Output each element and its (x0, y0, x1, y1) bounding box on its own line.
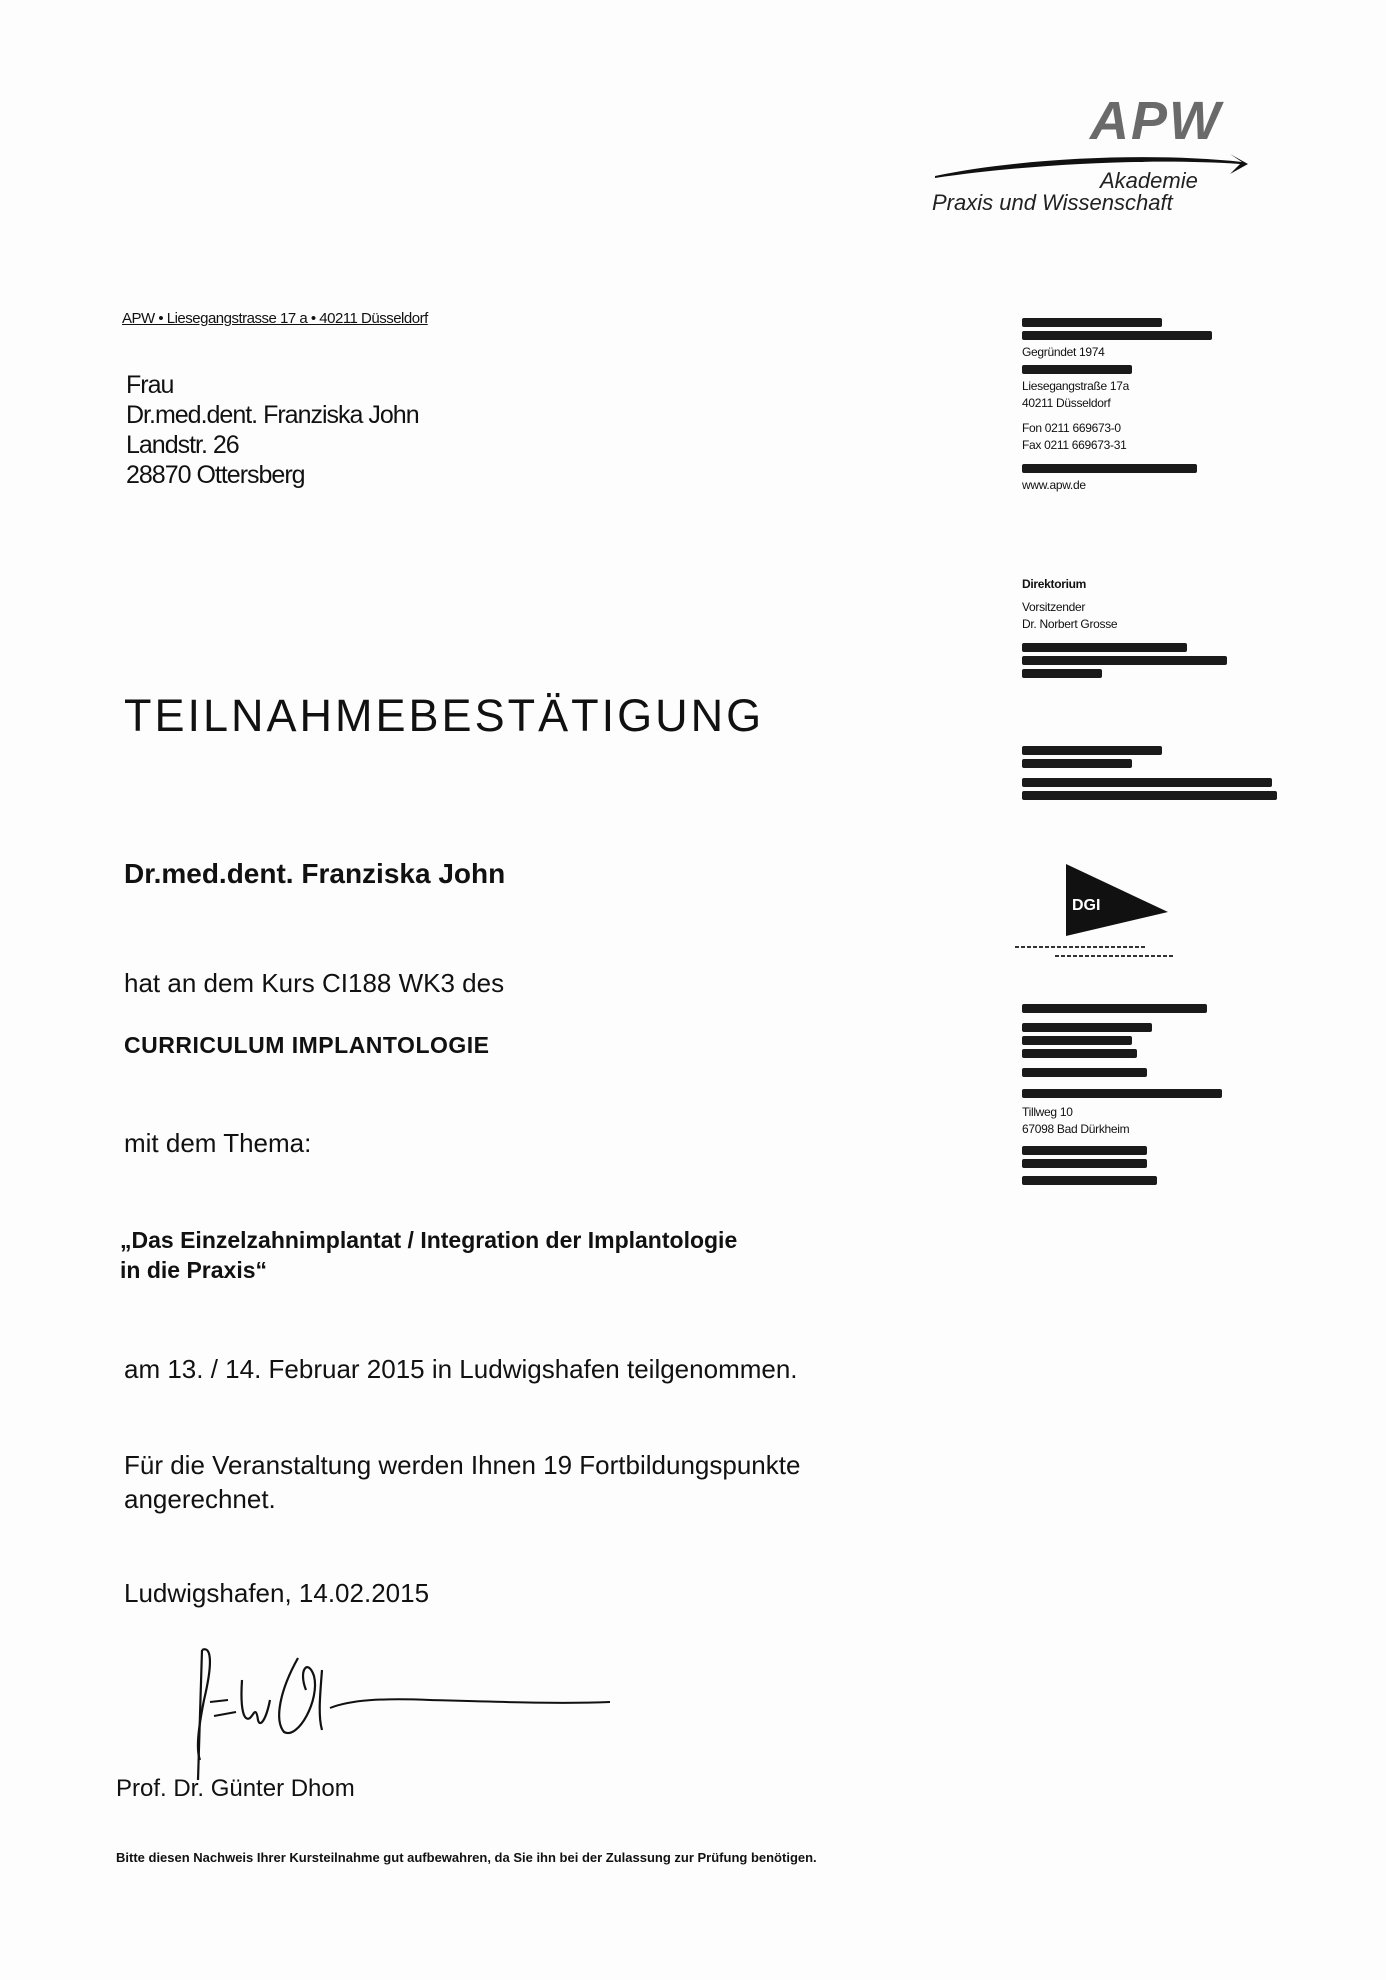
dgi-caption-decoration (1015, 942, 1215, 962)
points-statement (124, 1448, 800, 1516)
sidebar-deputy-redacted (1022, 669, 1102, 678)
svg-text:DGI: DGI (1072, 897, 1101, 914)
document-title: TEILNAHMEBESTÄTIGUNG (124, 690, 765, 741)
date-line: am 13. / 14. Februar 2015 in Ludwigshafen teilgenommen. (124, 1354, 798, 1384)
recipient-street: Landstr. 26 (126, 431, 239, 459)
footer-note: Bitte diesen Nachweis Ihrer Kursteilnahme gut aufbewahren, da Sie ihn bei der Zulassung zur Prüfung benötigen. (116, 1850, 817, 1865)
sidebar-contact-street: Tillweg 10 (1022, 1105, 1073, 1119)
course-line: hat an dem Kurs CI188 WK3 des (124, 968, 505, 998)
place-date: Ludwigshafen, 14.02.2015 (124, 1578, 430, 1608)
sidebar-edu-redacted (1022, 1023, 1152, 1032)
sidebar-edu-redacted (1022, 1159, 1147, 1168)
sidebar-edu-redacted (1022, 1004, 1207, 1013)
sidebar-edu-redacted (1022, 1176, 1157, 1185)
course-topic-line-2: in die Praxis“ (120, 1257, 268, 1283)
sidebar-board (1022, 576, 1232, 682)
sidebar-label-redacted (1022, 365, 1132, 374)
sidebar-deputy-redacted (1022, 643, 1187, 652)
participant-name: Dr.med.dent. Franziska John (124, 858, 506, 889)
sidebar-web: www.apw.de (1022, 478, 1086, 492)
sidebar-chair-name: Dr. Norbert Grosse (1022, 617, 1118, 631)
sidebar-coop-redacted (1022, 746, 1162, 755)
dgi-logo-icon (1060, 860, 1170, 940)
logo-akademie: Akademie (1100, 168, 1198, 193)
sidebar-edu-redacted (1022, 1049, 1137, 1058)
sidebar-edu-redacted (1022, 1036, 1132, 1045)
points-line-1: Für die Veranstaltung werden Ihnen 19 Fortbildungspunkte (124, 1450, 801, 1480)
sidebar-contact-city: 67098 Bad Dürkheim (1022, 1122, 1130, 1136)
sidebar-chair-label: Vorsitzender (1022, 600, 1086, 614)
course-topic (120, 1225, 737, 1285)
recipient-address (126, 370, 419, 490)
sidebar-founded: Gegründet 1974 (1022, 345, 1105, 359)
theme-line: mit dem Thema: (124, 1128, 312, 1158)
sidebar-edu-redacted (1022, 1089, 1222, 1098)
sidebar-coop-redacted (1022, 759, 1132, 768)
sidebar-academy-info (1022, 314, 1222, 494)
sidebar-heading-redacted (1022, 318, 1162, 327)
return-address: APW • Liesegangstrasse 17 a • 40211 Düsseldorf (122, 310, 428, 327)
sidebar-phone: Fon 0211 669673-0 (1022, 421, 1121, 435)
logo-praxis-wissenschaft: Praxis und Wissenschaft (932, 190, 1173, 215)
handwritten-signature (180, 1640, 620, 1780)
sidebar-edu-redacted (1022, 1068, 1147, 1077)
sidebar-deputy-redacted (1022, 656, 1227, 665)
sidebar-fax: Fax 0211 669673-31 (1022, 438, 1127, 452)
sidebar-coop-redacted (1022, 778, 1272, 787)
sidebar-office-address-1: Liesegangstraße 17a (1022, 379, 1130, 393)
sidebar-board-heading: Direktorium (1022, 577, 1087, 591)
recipient-salutation: Frau (126, 371, 174, 399)
sidebar-edu-redacted (1022, 1146, 1147, 1155)
curriculum-title: CURRICULUM IMPLANTOLOGIE (124, 1032, 490, 1058)
recipient-name: Dr.med.dent. Franziska John (126, 401, 419, 429)
apw-logo-mark: APW (1090, 91, 1222, 151)
course-topic-line-1: „Das Einzelzahnimplantat / Integration der Implantologie (120, 1227, 738, 1253)
recipient-city: 28870 Ottersberg (126, 461, 305, 489)
sidebar-office-address-2: 40211 Düsseldorf (1022, 396, 1111, 410)
sidebar-coop-redacted (1022, 791, 1277, 800)
sidebar-education-office (1022, 1000, 1242, 1189)
signatory-name: Prof. Dr. Günter Dhom (116, 1775, 355, 1802)
logo-swoosh-icon (930, 148, 1250, 188)
sidebar-cooperation (1022, 742, 1272, 804)
points-line-2: angerechnet. (124, 1484, 276, 1514)
sidebar-heading-redacted (1022, 331, 1212, 340)
sidebar-email-redacted (1022, 464, 1197, 473)
